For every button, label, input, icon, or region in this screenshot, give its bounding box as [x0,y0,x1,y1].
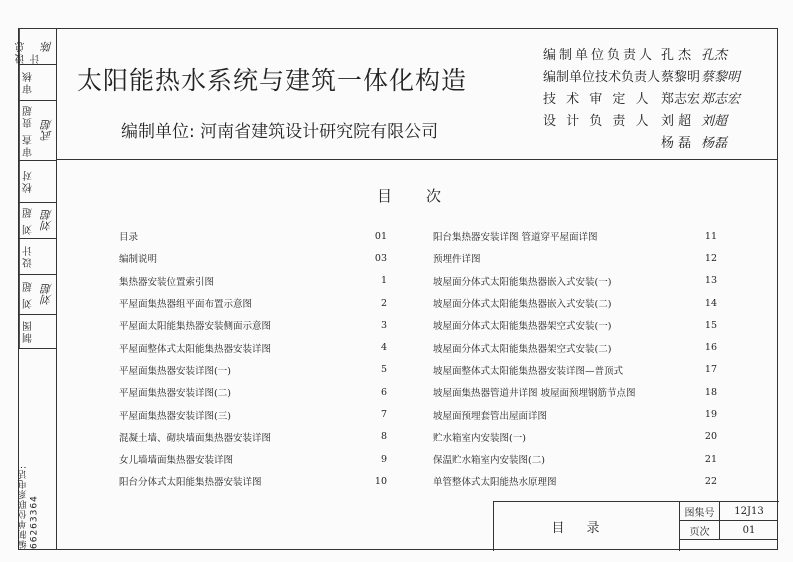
toc-entry-title: 坡屋面分体式太阳能集热器嵌入式安装(二) [433,299,612,311]
staff-name: 刘 超 [661,114,692,129]
toc-entry-title: 坡屋面整体式太阳能集热器安装详图—普顶式 [433,365,624,377]
staff-name: 孔 杰 [661,48,692,63]
toc-entry-page: 1 [380,275,387,287]
toc-entry-page: 15 [704,319,717,331]
atlas-label: 图集号 [680,502,720,521]
toc-entry-page: 17 [704,364,717,376]
signature-strip [16,29,57,549]
toc-entry-page: 12 [704,252,717,264]
strip-label: 刘 超 [19,203,38,238]
staff-role: 编制单位技术负责人 [543,70,661,85]
organization: 编制单位: 河南省建筑设计研究院有限公司 [121,122,439,142]
toc-entry-title: 坡屋面分体式太阳能集热器架空式安装(二) [433,343,612,355]
toc-entry-title: 保温贮水箱室内安装图(二) [433,455,545,467]
strip-cell [16,29,57,65]
toc-entry-page: 18 [704,386,717,398]
contact-phone: 编制单位联系电话: 66263364 [18,464,40,549]
toc-entry-title: 集热器安装位置索引图 [119,276,215,288]
strip-signature [38,239,57,274]
toc-row[interactable] [119,426,387,448]
toc-row[interactable] [433,247,717,269]
toc-row[interactable] [433,292,717,314]
toc-row[interactable] [119,225,387,247]
staff-signature: 杨磊 [701,136,728,151]
page-title: 太阳能热水系统与建筑一体化构造 [77,66,468,95]
page-number: 01 [720,521,778,540]
toc-row[interactable] [119,470,387,492]
toc-row[interactable] [119,247,387,269]
staff-role: 设 计 负 责 人 [543,114,652,129]
toc-row[interactable] [433,470,717,492]
strip-signature: 武超 [40,119,54,142]
toc-row[interactable] [433,426,717,448]
toc-entry-page: 14 [704,297,717,309]
toc-row[interactable] [433,270,717,292]
strip-cell [19,315,57,349]
toc-entry-title: 坡屋面分体式太阳能集热器嵌入式安装(一) [433,276,612,288]
staff-role: 编制单位负责人 [543,48,656,63]
toc-entry-title: 坡屋面集热器管道井详图 坡屋面预埋钢筋节点图 [433,388,636,400]
staff-signature: 刘超 [701,114,728,129]
toc-right-column [433,225,717,493]
toc-entry-title: 平屋面集热器安装详图(三) [119,410,231,422]
toc-entry-title: 预埋件详图 [433,254,481,266]
title-block [493,501,779,551]
staff-row [543,67,740,89]
toc-entry-page: 4 [380,342,387,354]
toc-row[interactable] [119,314,387,336]
toc-row[interactable] [119,336,387,358]
strip-signature: 刘超 [40,283,54,306]
title-block-name: 目录 [494,502,680,551]
toc-entry-page: 13 [704,275,717,287]
toc-entry-title: 平屋面集热器组平面布置示意图 [119,299,253,311]
staff-list [543,45,740,155]
toc-entry-title: 坡屋面分体式太阳能集热器架空式安装(一) [433,321,612,333]
strip-cell [19,275,57,315]
staff-role: 技 术 审 定 人 [543,92,652,107]
toc-entry-page: 10 [374,475,387,487]
toc-row[interactable] [119,448,387,470]
strip-cell [19,161,57,203]
staff-row [543,133,740,155]
strip-label: 制图 [19,315,38,348]
atlas-number: 12J13 [720,502,778,521]
staff-role [543,133,661,155]
strip-cell [19,101,57,161]
strip-label: 校对 [19,161,38,202]
toc-entry-title: 混凝土墙、砌块墙面集热器安装详图 [119,432,272,444]
staff-signature: 蔡黎明 [701,70,741,85]
strip-signature [38,161,57,202]
strip-cell [19,203,57,239]
toc-row[interactable] [433,225,717,247]
toc-row[interactable] [433,381,717,403]
toc-entry-title: 编制说明 [119,254,158,266]
toc-row[interactable] [433,314,717,336]
drawing-sheet [18,28,778,550]
toc-entry-title: 平屋面整体式太阳能集热器安装详图 [119,343,272,355]
toc-entry-title: 平屋面集热器安装详图(一) [119,365,231,377]
toc-entry-page: 7 [380,409,387,421]
staff-name: 杨 磊 [661,136,692,151]
strip-signature: 陈 [40,41,54,52]
staff-name: 郑志宏 [661,92,701,107]
toc-entry-title: 目录 [119,232,139,244]
toc-entry-title: 平屋面集热器安装详图(二) [119,388,231,400]
toc-entry-page: 9 [380,453,387,465]
staff-signature: 孔杰 [701,48,728,63]
strip-cell [19,65,57,101]
toc-entry-page: 6 [380,386,387,398]
staff-signature: 郑志宏 [701,92,741,107]
toc-entry-page: 22 [704,475,717,487]
strip-cell [19,239,57,275]
toc-row[interactable] [119,292,387,314]
toc-entry-page: 5 [380,364,387,376]
toc-row[interactable] [433,336,717,358]
toc-entry-title: 平屋面太阳能集热器安装侧面示意图 [119,321,272,333]
toc-entry-title: 女儿墙墙面集热器安装详图 [119,455,234,467]
staff-row [543,45,740,67]
strip-label: 审查 贵超 [19,101,38,160]
strip-label: 设计 [19,239,38,274]
toc-entry-page: 03 [374,252,387,264]
toc-entry-page: 3 [380,319,387,331]
strip-signature: 刘超 [40,209,54,232]
toc-entry-title: 单管整体式太阳能热水原理图 [433,477,557,489]
toc-entry-title: 阳台集热器安装详图 管道穿平屋面详图 [433,232,598,244]
toc-left-column [119,225,387,493]
page-label: 页次 [680,521,720,540]
toc-row[interactable] [433,403,717,425]
toc-entry-page: 11 [704,230,717,242]
toc-entry-page: 01 [374,230,387,242]
toc-entry-title: 坡屋面预埋套管出屋面详图 [433,410,548,422]
toc-entry-page: 8 [380,431,387,443]
toc-row[interactable] [119,270,387,292]
toc-entry-page: 16 [704,342,717,354]
strip-label: 刘 超 [19,275,38,314]
toc-entry-title: 贮水箱室内安装图(一) [433,432,526,444]
toc-entry-page: 2 [380,297,387,309]
toc-row[interactable] [433,359,717,381]
toc-entry-title: 阳台分体式太阳能集热器安装详图 [119,477,262,489]
staff-row [543,111,740,133]
strip-signature [38,315,57,348]
staff-row [543,89,740,111]
toc-heading: 目次 [377,187,476,205]
toc-row[interactable] [119,403,387,425]
strip-signature [38,65,57,100]
strip-label: 审核 [19,65,38,100]
toc-row[interactable] [119,359,387,381]
toc-row[interactable] [119,381,387,403]
strip-label: 设总计 [19,29,38,64]
header-divider [57,159,777,160]
toc-entry-page: 19 [704,409,717,421]
toc-entry-page: 20 [704,431,717,443]
toc-entry-page: 21 [704,453,717,465]
staff-name: 蔡黎明 [661,70,701,85]
toc-row[interactable] [433,448,717,470]
